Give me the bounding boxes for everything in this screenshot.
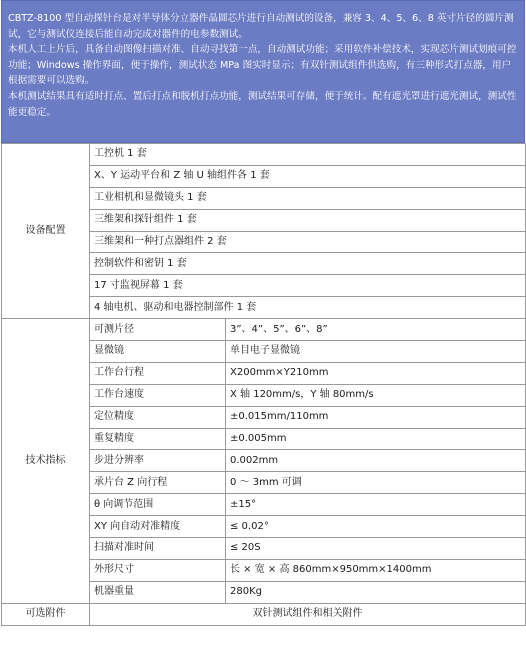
spec-value: ±0.015mm/110mm	[226, 406, 526, 428]
spec-table	[1, 143, 526, 626]
accessories-section-label: 可选附件	[2, 603, 90, 625]
spec-name: 步进分辨率	[90, 450, 226, 472]
spec-name: 机器重量	[90, 581, 226, 603]
equipment-item: 控制软件和密钥 1 套	[90, 253, 526, 275]
spec-value: 0.002mm	[226, 450, 526, 472]
spec-name: 定位精度	[90, 406, 226, 428]
equipment-item: 三维架和一种打点器组件 2 套	[90, 231, 526, 253]
equipment-item: 三维架和探针组件 1 套	[90, 209, 526, 231]
spec-name: 扫描对准时间	[90, 538, 226, 560]
intro-paragraph-2: 本机人工上片后，具备自动图像扫描对准、自动寻找第一点，自动测试功能；采用软件补偿技术，实现芯片测试划痕可控功能；Windows 操作界面，便于操作，测试状态 MPa 图实时显示；有双针测试组件供选购，有三种形式打点器，用户根据需要可以选购。	[8, 44, 517, 87]
spec-value: ≤ 20S	[226, 538, 526, 560]
table-row	[2, 144, 526, 166]
specs-section-label: 技术指标	[2, 319, 90, 604]
spec-name: 重复精度	[90, 428, 226, 450]
equipment-item: 17 寸监视屏幕 1 套	[90, 275, 526, 297]
spec-value: ±15°	[226, 494, 526, 516]
equipment-item: 工控机 1 套	[90, 144, 526, 166]
spec-value: 长 × 宽 × 高 860mm×950mm×1400mm	[226, 559, 526, 581]
spec-name: 显微镜	[90, 341, 226, 363]
equipment-item: 4 轴电机、驱动和电器控制部件 1 套	[90, 297, 526, 319]
spec-value: 单目电子显微镜	[226, 341, 526, 363]
spec-value: ≤ 0.02°	[226, 516, 526, 538]
spec-value: 3”、4”、5”、6”、8”	[226, 319, 526, 341]
spec-name: 工作台行程	[90, 362, 226, 384]
spec-name: 承片台 Z 向行程	[90, 472, 226, 494]
intro-paragraph-3: 本机测试结果具有适时打点、置后打点和脱机打点功能，测试结果可存储，便于统计。配有遮光罩进行遮光测试，测试性能更稳定。	[8, 90, 517, 118]
spec-value: ±0.005mm	[226, 428, 526, 450]
spec-name: θ 向调节范围	[90, 494, 226, 516]
spec-value: 280Kg	[226, 581, 526, 603]
equipment-item: X、Y 运动平台和 Z 轴 U 轴组件各 1 套	[90, 165, 526, 187]
accessories-value: 双针测试组件和相关附件	[90, 603, 526, 625]
spec-name: 外形尺寸	[90, 559, 226, 581]
equipment-section-label: 设备配置	[2, 144, 90, 319]
spec-name: 可测片径	[90, 319, 226, 341]
equipment-item: 工业相机和显微镜头 1 套	[90, 187, 526, 209]
spec-value: X200mm×Y210mm	[226, 362, 526, 384]
table-row	[2, 603, 526, 625]
table-row	[2, 319, 526, 341]
spec-name: 工作台速度	[90, 384, 226, 406]
spec-name: XY 向自动对准精度	[90, 516, 226, 538]
spec-value: X 轴 120mm/s，Y 轴 80mm/s	[226, 384, 526, 406]
spec-value: 0 ～ 3mm 可调	[226, 472, 526, 494]
intro-paragraph-1: CBTZ-8100 型自动探针台是对半导体分立器件晶圆芯片进行自动测试的设备，兼容 3、4、5、6、8 英寸片径的圆片测试，它与测试仪连接后能自动完成对器件的电参数测试。	[8, 13, 514, 40]
intro-block	[1, 0, 525, 143]
